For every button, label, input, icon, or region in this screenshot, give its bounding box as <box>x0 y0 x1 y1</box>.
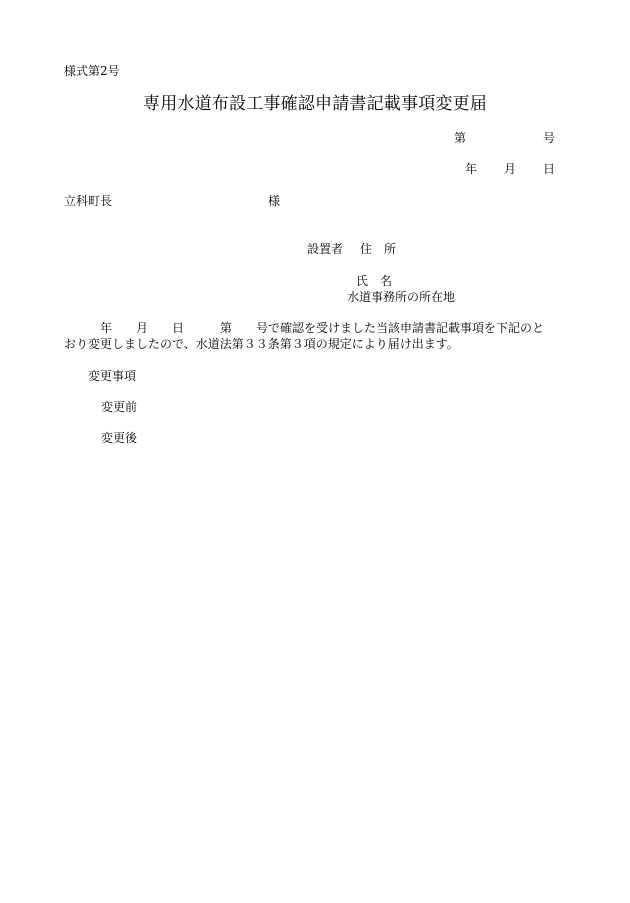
office-location-label: 水道事務所の所在地 <box>347 290 456 304</box>
after-change-label: 変更後 <box>101 431 138 445</box>
honorific: 様 <box>268 194 281 208</box>
form-number: 様式第2号 <box>64 64 120 78</box>
document-number-prefix: 第 <box>454 131 467 145</box>
addressee: 立科町長 <box>64 194 113 208</box>
body-line-1: 年 月 日 第 号で確認を受けました当該申請書記載事項を下記のと <box>64 321 545 335</box>
before-change-label: 変更前 <box>101 400 138 414</box>
body-line-2: おり変更しましたので、水道法第３３条第３項の規定により届け出ます。 <box>64 337 459 351</box>
name-label: 氏 名 <box>356 274 393 288</box>
date-month-label: 月 <box>504 162 517 176</box>
applicant-role-label: 設置者 <box>307 242 344 256</box>
document-number-suffix: 号 <box>543 131 556 145</box>
date-day-label: 日 <box>543 162 556 176</box>
document-title: 専用水道布設工事確認申請書記載事項変更届 <box>143 94 487 114</box>
change-items-heading: 変更事項 <box>88 369 137 383</box>
date-year-label: 年 <box>465 162 478 176</box>
address-label: 住 所 <box>360 242 397 256</box>
body-paragraph <box>64 320 584 352</box>
